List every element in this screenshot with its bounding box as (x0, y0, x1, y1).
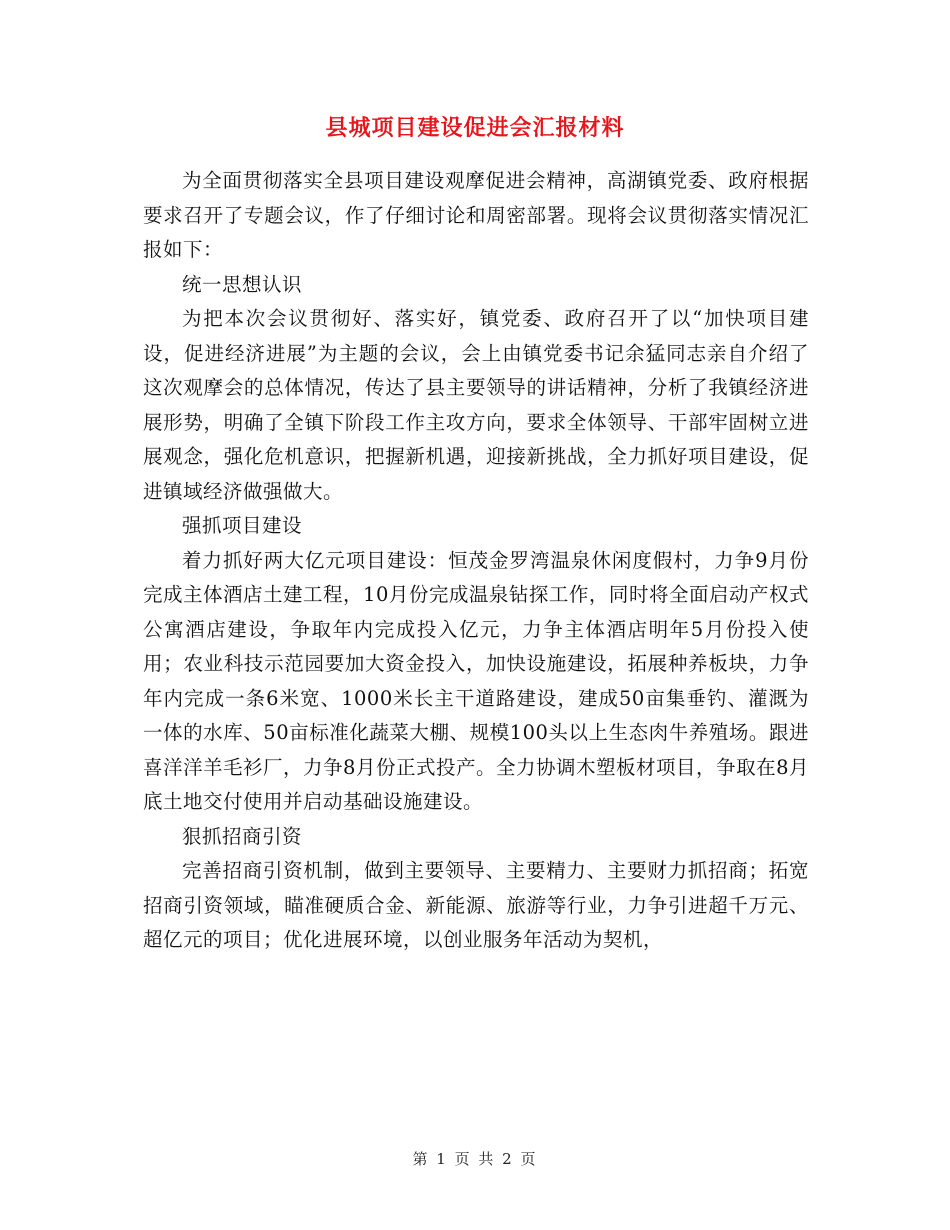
paragraph-intro: 为全面贯彻落实全县项目建设观摩促进会精神，高湖镇党委、政府根据要求召开了专题会议，作了仔细讨论和周密部署。现将会议贯彻落实情况汇报如下： (143, 169, 809, 261)
document-body (143, 164, 809, 958)
section-heading-project-construction: 强抓项目建设 (182, 514, 303, 537)
page-number-footer: 第 1 页 共 2 页 (412, 1150, 538, 1168)
section-heading-investment-attraction: 狠抓招商引资 (182, 824, 303, 848)
paragraph-project-construction: 着力抓好两大亿元项目建设：恒茂金罗湾温泉休闲度假村，力争9月份完成主体酒店土建工程，10月份完成温泉钻探工作，同时将全面启动产权式公寓酒店建设，争取年内完成投入亿元，力争主体酒店明年5月份投入使用；农业科技示范园要加大资金投入，加快设施建设，拓展种养板块，力争年内完成一条6米宽、1000米长主干道路建设，建成50亩集垂钓、灌溉为一体的水库、50亩标准化蔬菜大棚、规模100头以上生态肉牛养殖场。跟进喜洋洋羊毛衫厂，力争8月份正式投产。全力协调木塑板材项目，争取在8月底土地交付使用并启动基础设施建设。 (143, 548, 809, 813)
document-title: 县城项目建设促进会汇报材料 (325, 115, 625, 141)
paragraph-investment-attraction: 完善招商引资机制，做到主要领导、主要精力、主要财力抓招商；拓宽招商引资领域，瞄准硬质合金、新能源、旅游等行业，力争引进超千万元、超亿元的项目；优化进展环境，以创业服务年活动为契机， (143, 859, 809, 951)
section-heading-unify-thinking: 统一思想认识 (182, 272, 303, 296)
paragraph-unify-thinking: 为把本次会议贯彻好、落实好，镇党委、政府召开了以“加快项目建设，促进经济进展”为主题的会议，会上由镇党委书记余猛同志亲自介绍了这次观摩会的总体情况，传达了县主要领导的讲话精神，分析了我镇经济进展形势，明确了全镇下阶段工作主攻方向，要求全体领导、干部牢固树立进展观念，强化危机意识，把握新机遇，迎接新挑战，全力抓好项目建设，促进镇域经济做强做大。 (143, 307, 809, 503)
